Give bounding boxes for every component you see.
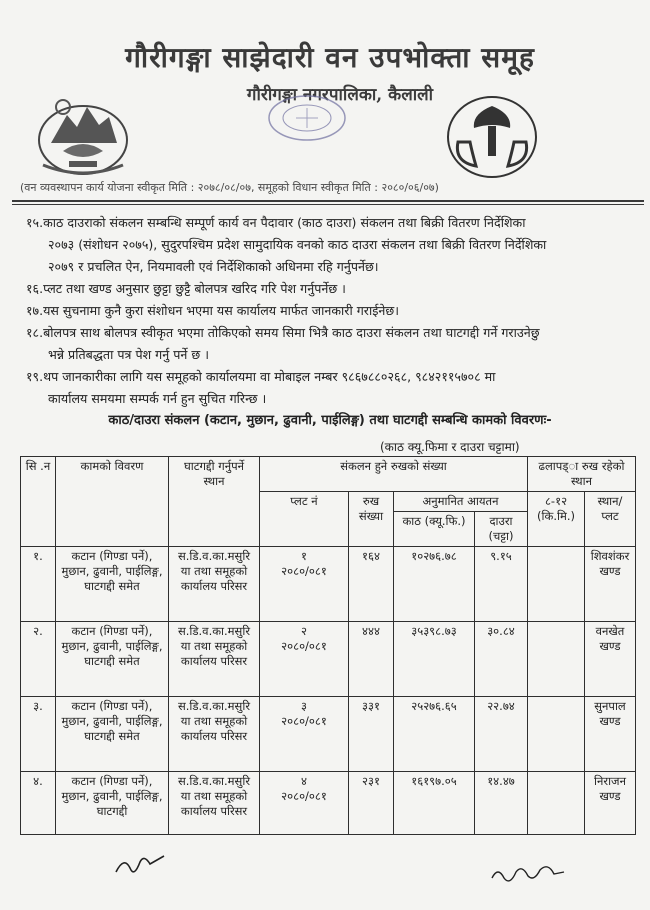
cell-firewood: २२.७४ (475, 697, 528, 772)
table-heading: काठ/दाउरा संकलन (कटान, मुछान, ढुवानी, पाईलिङ्ग) तथा घाटगद्दी सम्बन्धि कामको विवरणः- (108, 413, 552, 428)
cell-place: स.डि.व.का.मसुरि या तथा समूहको कार्यालय परिसर (169, 622, 260, 697)
cell-description: कटान (गिण्डा पर्ने), मुछान, ढुवानी, पाईलिङ्ग, घाटगद्दी समेत (56, 547, 169, 622)
clause-17 (26, 300, 632, 322)
plot-number: १ (301, 549, 307, 563)
cell-trees: ४४४ (349, 622, 394, 697)
cell-description: कटान (गिण्डा पर्ने), मुछान, ढुवानी, पाईलिङ्ग, घाटगद्दी (56, 772, 169, 835)
plot-number: ४ (301, 774, 307, 788)
cell-trees: ३३१ (349, 697, 394, 772)
table-subheading: (काठ क्यू.फिमा र दाउरा चट्टामा) (380, 440, 520, 454)
cell-wood: ३५३९८.७३ (394, 622, 475, 697)
office-stamp-icon (266, 92, 348, 144)
cell-description: कटान (गिण्डा पर्ने), मुछान, ढुवानी, पाईलिङ्ग, घाटगद्दी समेत (56, 622, 169, 697)
cell-slope (528, 697, 585, 772)
organization-title: गौरीगङ्गा साझेदारी वन उपभोक्ता समूह (125, 41, 535, 74)
cell-sn: १. (21, 547, 56, 622)
header-trees: रुख संख्या (349, 492, 394, 547)
nepal-emblem-icon (33, 85, 133, 177)
table-row (21, 622, 636, 697)
approval-dates: (वन व्यवस्थापन कार्य योजना स्वीकृत मिति : २०७८/०८/०७, समूहको विधान स्वीकृत मिति : २०८०/०६/०७) (20, 181, 439, 194)
clause-text: भन्ने प्रतिबद्धता पत्र पेश गर्नु पर्ने छ । (48, 347, 209, 362)
plot-year: २०८०/०८१ (281, 714, 327, 728)
cell-firewood: ९.१५ (475, 547, 528, 622)
cell-location: वनखेत खण्ड (585, 622, 636, 697)
header-estimated: अनुमानित आयतन (394, 492, 528, 512)
cell-place: स.डि.व.का.मसुरि या तथा समूहको कार्यालय परिसर (169, 772, 260, 835)
cell-wood: १६१९७.०५ (394, 772, 475, 835)
cell-plot (260, 697, 349, 772)
cell-wood: १०२७६.७८ (394, 547, 475, 622)
header-slope-range: ८-१२ (कि.मि.) (528, 492, 585, 547)
header-slope: ढलापड्‍ा रुख रहेको स्थान (528, 457, 636, 492)
cell-plot (260, 622, 349, 697)
cell-firewood: ३०.८४ (475, 622, 528, 697)
cell-slope (528, 547, 585, 622)
cell-trees: २३१ (349, 772, 394, 835)
header-divider (12, 200, 644, 202)
cell-sn: ४. (21, 772, 56, 835)
clause-text: १६.प्लट तथा खण्ड अनुसार छुट्टा छुट्टै बोलपत्र खरिद गरि पेश गर्नुपर्नेछ । (26, 281, 346, 296)
clause-text: १९.थप जानकारीका लागि यस समूहको कार्यालयमा वा मोबाइल नम्बर ९८६७८८०२६८, ९८४२११५७०८ मा (26, 369, 496, 384)
header-divider-thin (12, 204, 644, 205)
plot-year: २०८०/०८१ (281, 564, 327, 578)
header-plot: प्लट नं (260, 492, 349, 547)
clause-text: २०७३ (संशोधन २०७५), सुदुरपश्चिम प्रदेश सामुदायिक वनको काठ दाउरा संकलन तथा बिक्री वितरण निर्देशिका (48, 237, 547, 252)
table-row (21, 697, 636, 772)
cell-place: स.डि.व.का.मसुरि या तथा समूहको कार्यालय परिसर (169, 547, 260, 622)
clause-text: १५.काठ दाउराको संकलन सम्बन्धि सम्पूर्ण कार्य वन पैदावार (काठ दाउरा) संकलन तथा बिक्री वितरण निर्देशिका (26, 215, 526, 230)
clause-16 (26, 278, 632, 300)
cell-slope (528, 772, 585, 835)
header-place: घाटगद्दी गर्नुपर्ने स्थान (169, 457, 260, 547)
tree-hands-logo-icon (436, 92, 548, 182)
cell-location: निराजन खण्ड (585, 772, 636, 835)
cell-sn: २. (21, 622, 56, 697)
plot-year: २०८०/०८१ (281, 639, 327, 653)
header-wood: काठ (क्यू.फि.) (394, 512, 475, 547)
cell-plot (260, 772, 349, 835)
notice-clauses (26, 212, 632, 410)
plot-number: ३ (301, 699, 307, 713)
clause-15 (26, 212, 632, 278)
header-sn: सि .न (21, 457, 56, 547)
clause-text: १७.यस सुचनामा कुनै कुरा संशोधन भएमा यस कार्यालय मार्फत जानकारी गराईनेछ। (26, 303, 399, 318)
cell-description: कटान (गिण्डा पर्ने), मुछान, ढुवानी, पाईलिङ्ग, घाटगद्दी समेत (56, 697, 169, 772)
signature-icon (110, 850, 170, 880)
cell-place: स.डि.व.का.मसुरि या तथा समूहको कार्यालय परिसर (169, 697, 260, 772)
cell-plot (260, 547, 349, 622)
table-header-row (21, 457, 636, 492)
cell-slope (528, 622, 585, 697)
cell-trees: १६४ (349, 547, 394, 622)
works-table (20, 456, 636, 835)
cell-firewood: १४.४७ (475, 772, 528, 835)
cell-location: शिवशंकर खण्ड (585, 547, 636, 622)
cell-location: सुनपाल खण्ड (585, 697, 636, 772)
plot-year: २०८०/०८१ (281, 789, 327, 803)
clause-text: २०७९ र प्रचलित ऐन, नियमावली एवं निर्देशिकाको अधिनमा रहि गर्नुपर्नेछ। (48, 259, 379, 274)
clause-19 (26, 366, 632, 410)
signature-icon (488, 858, 568, 888)
organization-address: गौरीगङ्गा नगरपालिका, कैलाली (246, 85, 434, 105)
header-location: स्थान/प्लट (585, 492, 636, 547)
clause-text: १८.बोलपत्र साथ बोलपत्र स्वीकृत भएमा तोकिएको समय सिमा भित्रै काठ दाउरा संकलन तथा घाटगद्दी गर्ने गराउनेछु (26, 325, 540, 340)
table-row (21, 772, 636, 835)
header-collection: संकलन हुने रुखको संख्या (260, 457, 528, 492)
cell-sn: ३. (21, 697, 56, 772)
header-description: कामको विवरण (56, 457, 169, 547)
clause-18 (26, 322, 632, 366)
table-row (21, 547, 636, 622)
cell-wood: २५२७६.६५ (394, 697, 475, 772)
plot-number: २ (301, 624, 307, 638)
header-firewood: दाउरा (चट्टा) (475, 512, 528, 547)
clause-text: कार्यालय समयमा सम्पर्क गर्न हुन सुचित गरिन्छ । (48, 391, 267, 406)
